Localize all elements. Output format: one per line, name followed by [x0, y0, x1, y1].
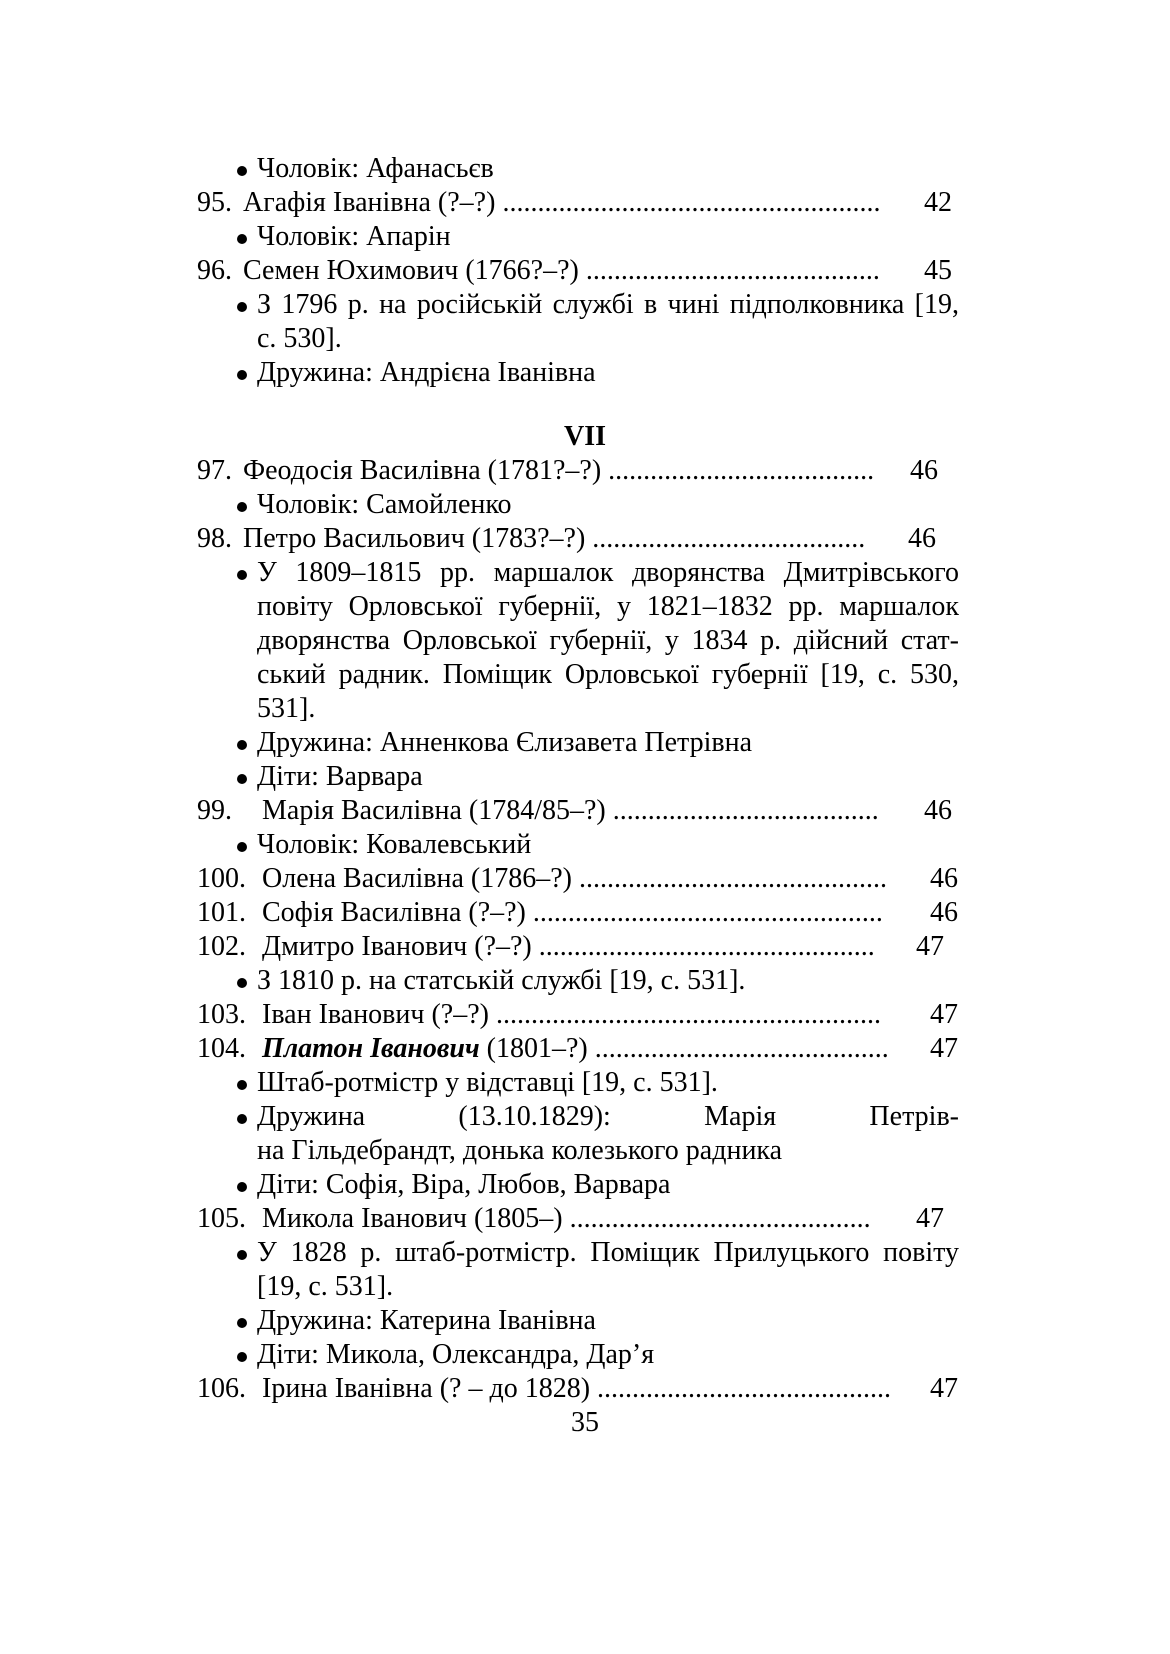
- bullet-text: Чоловік: Афанасьєв: [257, 153, 494, 184]
- bullet-text: Діти: Софія, Віра, Любов, Варвара: [257, 1169, 671, 1200]
- entry-number: 99.: [197, 795, 232, 826]
- entry-name-emphasis: Платон Іванович: [262, 1033, 480, 1064]
- section-heading: VII: [563, 421, 606, 452]
- bullet-text: Діти: Варвара: [257, 761, 423, 792]
- entry-name: Семен Юхимович (1766?–?) ..........................................: [243, 255, 880, 286]
- entry-number: 105.: [197, 1203, 246, 1234]
- bullet-icon: [237, 774, 247, 784]
- entry-name: [262, 1032, 889, 1066]
- entry-page-ref: 47: [930, 999, 958, 1030]
- entry-name: Петро Васильович (1783?–?) .......................................: [243, 523, 866, 554]
- bullet-text: Чоловік: Апарін: [257, 221, 451, 252]
- entry-number: 100.: [197, 863, 246, 894]
- entry-name: Олена Василівна (1786–?) ............................................: [262, 863, 888, 894]
- bullet-icon: [237, 1318, 247, 1328]
- bullet-icon: [237, 234, 247, 244]
- entry-page-ref: 46: [930, 863, 958, 894]
- entry-name: Марія Василівна (1784/85–?) ......................................: [262, 795, 879, 826]
- entry-number: 104.: [197, 1033, 246, 1064]
- bullet-text: З 1810 р. на статській службі [19, с. 531].: [257, 965, 746, 996]
- bullet-text-continued: на Гільдебрандт, донька колезького радника: [257, 1135, 783, 1166]
- bullet-icon: [237, 1080, 247, 1090]
- entry-number: 97.: [197, 455, 232, 486]
- bullet-icon: [237, 1352, 247, 1362]
- entry-number: 103.: [197, 999, 246, 1030]
- entry-name: Софія Василівна (?–?) ..................................................: [262, 897, 883, 928]
- bullet-icon: [237, 302, 247, 312]
- bullet-text: Дружина (13.10.1829): Марія Петрів-: [257, 1101, 959, 1132]
- page-number: 35: [571, 1407, 599, 1438]
- entry-page-ref: 47: [916, 931, 944, 962]
- entry-number: 106.: [197, 1373, 246, 1404]
- bullet-text: Штаб-ротмістр у відставці [19, с. 531].: [257, 1067, 718, 1098]
- entry-page-ref: 47: [930, 1373, 958, 1404]
- bullet-icon: [237, 1114, 247, 1124]
- entry-name: Ірина Іванівна (? – до 1828) ..........................................: [262, 1373, 892, 1404]
- bullet-text: У 1809–1815 рр. маршалок дворянства Дмитрівського: [257, 557, 959, 588]
- entry-page-ref: 46: [930, 897, 958, 928]
- entry-name: Микола Іванович (1805–) ...........................................: [262, 1203, 871, 1234]
- bullet-icon: [237, 1182, 247, 1192]
- bullet-text-continued: с. 530].: [257, 323, 342, 354]
- bullet-text-continued: повіту Орловської губернії, у 1821–1832 рр. маршалок: [257, 591, 959, 622]
- entry-page-ref: 45: [924, 255, 952, 286]
- bullet-text: Дружина: Анненкова Єлизавета Петрівна: [257, 727, 753, 758]
- bullet-icon: [237, 166, 247, 176]
- bullet-text: Дружина: Катерина Іванівна: [257, 1305, 596, 1336]
- entry-number: 98.: [197, 523, 232, 554]
- bullet-text: Чоловік: Самойленко: [257, 489, 512, 520]
- bullet-icon: [237, 570, 247, 580]
- entry-number: 102.: [197, 931, 246, 962]
- entry-page-ref: 47: [916, 1203, 944, 1234]
- bullet-text: Дружина: Андрієна Іванівна: [257, 357, 596, 388]
- entry-page-ref: 46: [924, 795, 952, 826]
- entry-number: 101.: [197, 897, 246, 928]
- entry-page-ref: 47: [930, 1033, 958, 1064]
- entry-name: Феодосія Василівна (1781?–?) ......................................: [243, 455, 875, 486]
- bullet-text: У 1828 р. штаб-ротмістр. Поміщик Прилуцького повіту: [257, 1237, 959, 1268]
- entry-number: 96.: [197, 255, 232, 286]
- bullet-text: Чоловік: Ковалевський: [257, 829, 532, 860]
- entry-number: 95.: [197, 187, 232, 218]
- entry-name-rest: (1801–?) ..........................................: [479, 1033, 889, 1064]
- entry-name: Дмитро Іванович (?–?) ................................................: [262, 931, 875, 962]
- entry-page-ref: 42: [924, 187, 952, 218]
- bullet-icon: [237, 978, 247, 988]
- bullet-text-continued: [19, с. 531].: [257, 1271, 394, 1302]
- entry-name: Агафія Іванівна (?–?) ......................................................: [243, 187, 881, 218]
- bullet-text-continued: дворянства Орловської губернії, у 1834 р. дійсний стат-: [257, 625, 959, 656]
- bullet-icon: [237, 740, 247, 750]
- bullet-icon: [237, 842, 247, 852]
- bullet-text: З 1796 р. на російській службі в чині підполковника [19,: [257, 289, 959, 320]
- bullet-icon: [237, 1250, 247, 1260]
- bullet-icon: [237, 370, 247, 380]
- bullet-text: Діти: Микола, Олександра, Дар’я: [257, 1339, 655, 1370]
- bullet-text-continued: 531].: [257, 693, 316, 724]
- entry-page-ref: 46: [908, 523, 936, 554]
- entry-name: Іван Іванович (?–?) .......................................................: [262, 999, 881, 1030]
- bullet-icon: [237, 502, 247, 512]
- bullet-text-continued: ський радник. Поміщик Орловської губернії [19, с. 530,: [257, 659, 959, 690]
- entry-page-ref: 46: [910, 455, 938, 486]
